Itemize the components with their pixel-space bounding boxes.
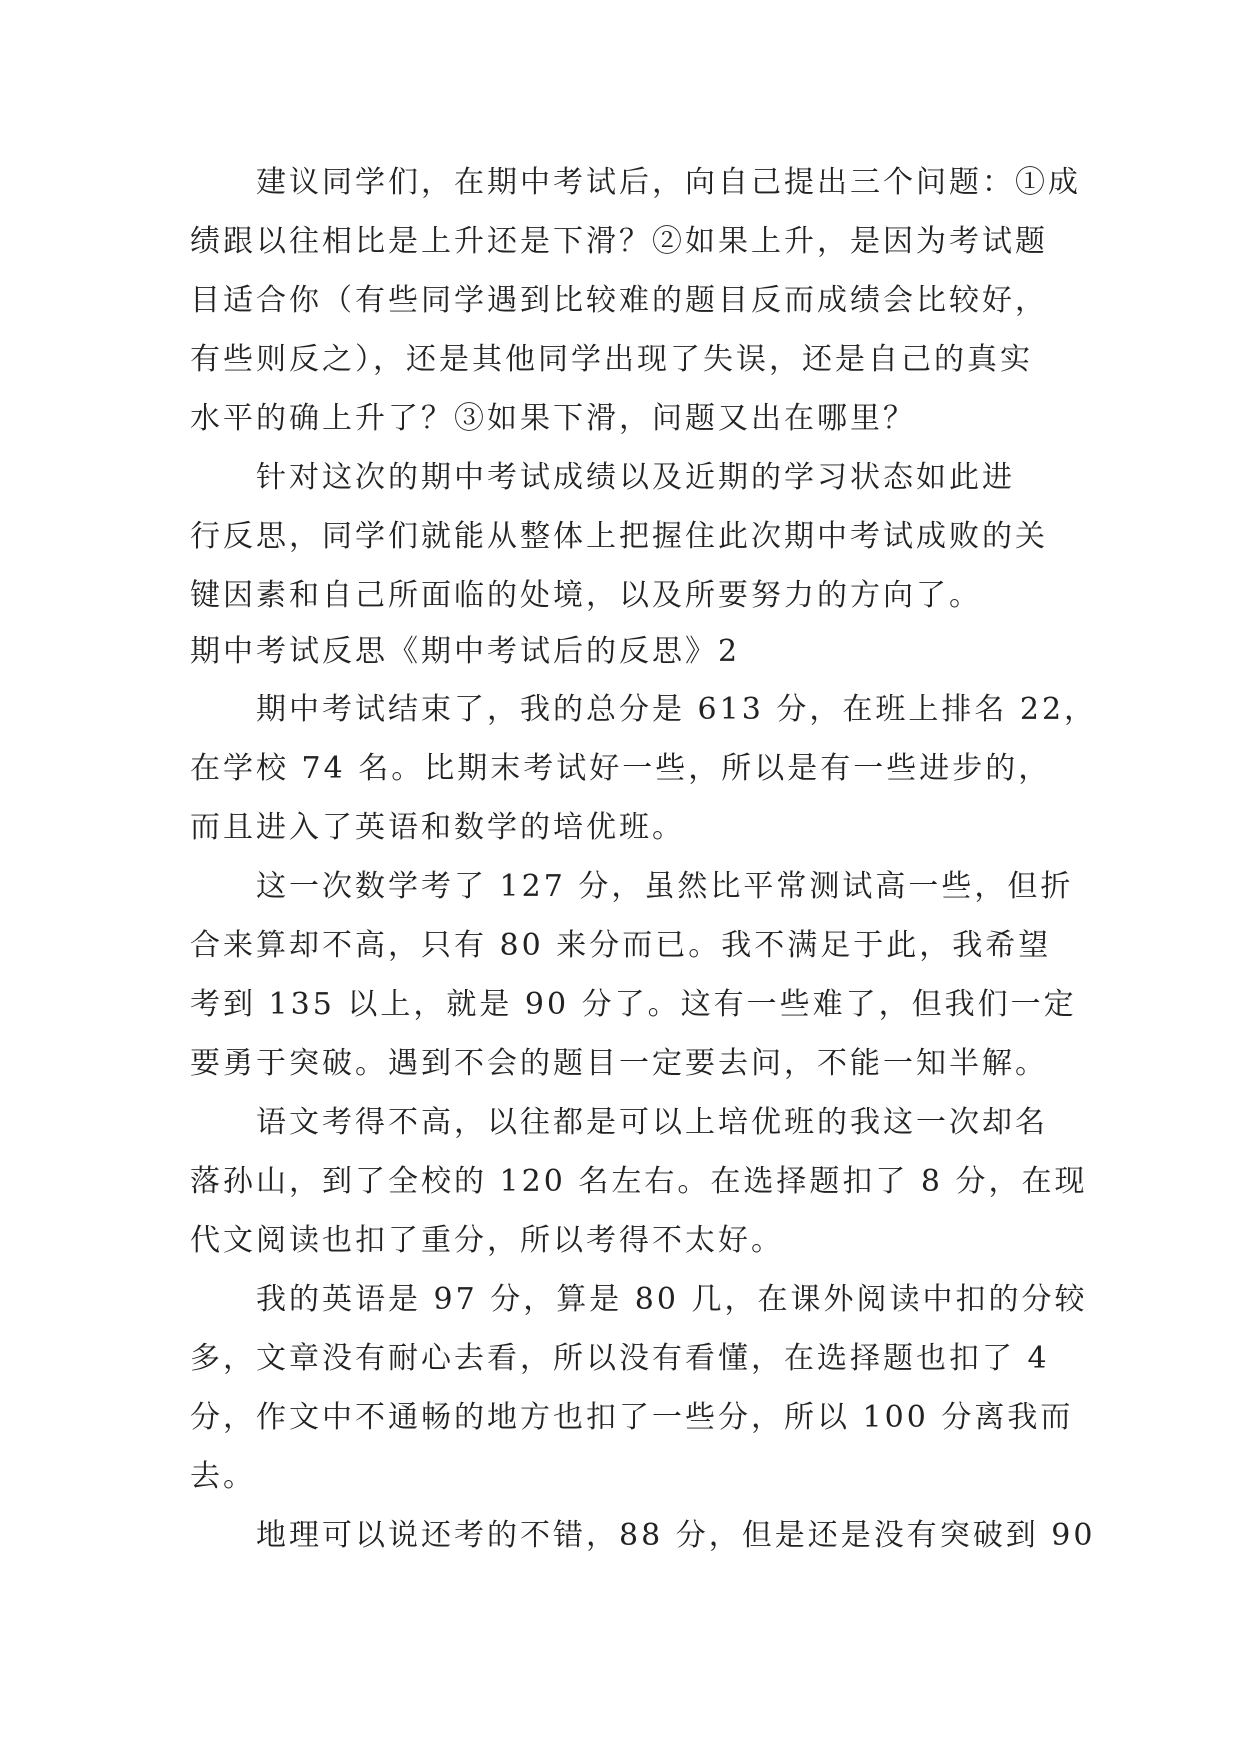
- paragraph-6-line-2: 多，文章没有耐心去看，所以没有看懂，在选择题也扣了 4: [190, 1341, 1050, 1376]
- paragraph-4-line-1: 这一次数学考了 127 分，虽然比平常测试高一些，但折: [256, 869, 1074, 904]
- paragraph-7-line-1: 地理可以说还考的不错，88 分，但是还是没有突破到 90: [256, 1518, 1096, 1553]
- section-heading: 期中考试反思《期中考试后的反思》2: [190, 634, 741, 669]
- paragraph-4-line-2: 合来算却不高，只有 80 来分而已。我不满足于此，我希望: [190, 928, 1052, 963]
- paragraph-1-line-2: 绩跟以往相比是上升还是下滑？②如果上升，是因为考试题: [190, 224, 1048, 259]
- paragraph-2-line-2: 行反思，同学们就能从整体上把握住此次期中考试成败的关: [190, 519, 1048, 554]
- paragraph-1-line-3: 目适合你（有些同学遇到比较难的题目反而成绩会比较好，: [190, 283, 1048, 318]
- paragraph-4-line-3: 考到 135 以上，就是 90 分了。这有一些难了，但我们一定: [190, 987, 1077, 1022]
- paragraph-5-line-3: 代文阅读也扣了重分，所以考得不太好。: [190, 1223, 784, 1258]
- paragraph-6-line-4: 去。: [190, 1459, 256, 1494]
- paragraph-6-line-3: 分，作文中不通畅的地方也扣了一些分，所以 100 分离我而: [190, 1400, 1074, 1435]
- paragraph-1-line-4: 有些则反之），还是其他同学出现了失误，还是自己的真实: [190, 342, 1033, 377]
- paragraph-3-line-1: 期中考试结束了，我的总分是 613 分，在班上排名 22，: [256, 692, 1098, 727]
- paragraph-5-line-1: 语文考得不高，以往都是可以上培优班的我这一次却名: [256, 1105, 1048, 1140]
- paragraph-3-line-3: 而且进入了英语和数学的培优班。: [190, 810, 685, 845]
- paragraph-2-line-3: 键因素和自己所面临的处境，以及所要努力的方向了。: [190, 578, 982, 613]
- paragraph-6-line-1: 我的英语是 97 分，算是 80 几，在课外阅读中扣的分较: [256, 1282, 1088, 1317]
- paragraph-2-line-1: 针对这次的期中考试成绩以及近期的学习状态如此进: [256, 460, 1015, 495]
- paragraph-1-line-1: 建议同学们，在期中考试后，向自己提出三个问题：①成: [256, 165, 1081, 200]
- paragraph-5-line-2: 落孙山，到了全校的 120 名左右。在选择题扣了 8 分，在现: [190, 1164, 1088, 1199]
- paragraph-4-line-4: 要勇于突破。遇到不会的题目一定要去问，不能一知半解。: [190, 1046, 1048, 1081]
- paragraph-1-line-5: 水平的确上升了？③如果下滑，问题又出在哪里？: [190, 401, 916, 436]
- paragraph-3-line-2: 在学校 74 名。比期末考试好一些，所以是有一些进步的，: [190, 751, 1052, 786]
